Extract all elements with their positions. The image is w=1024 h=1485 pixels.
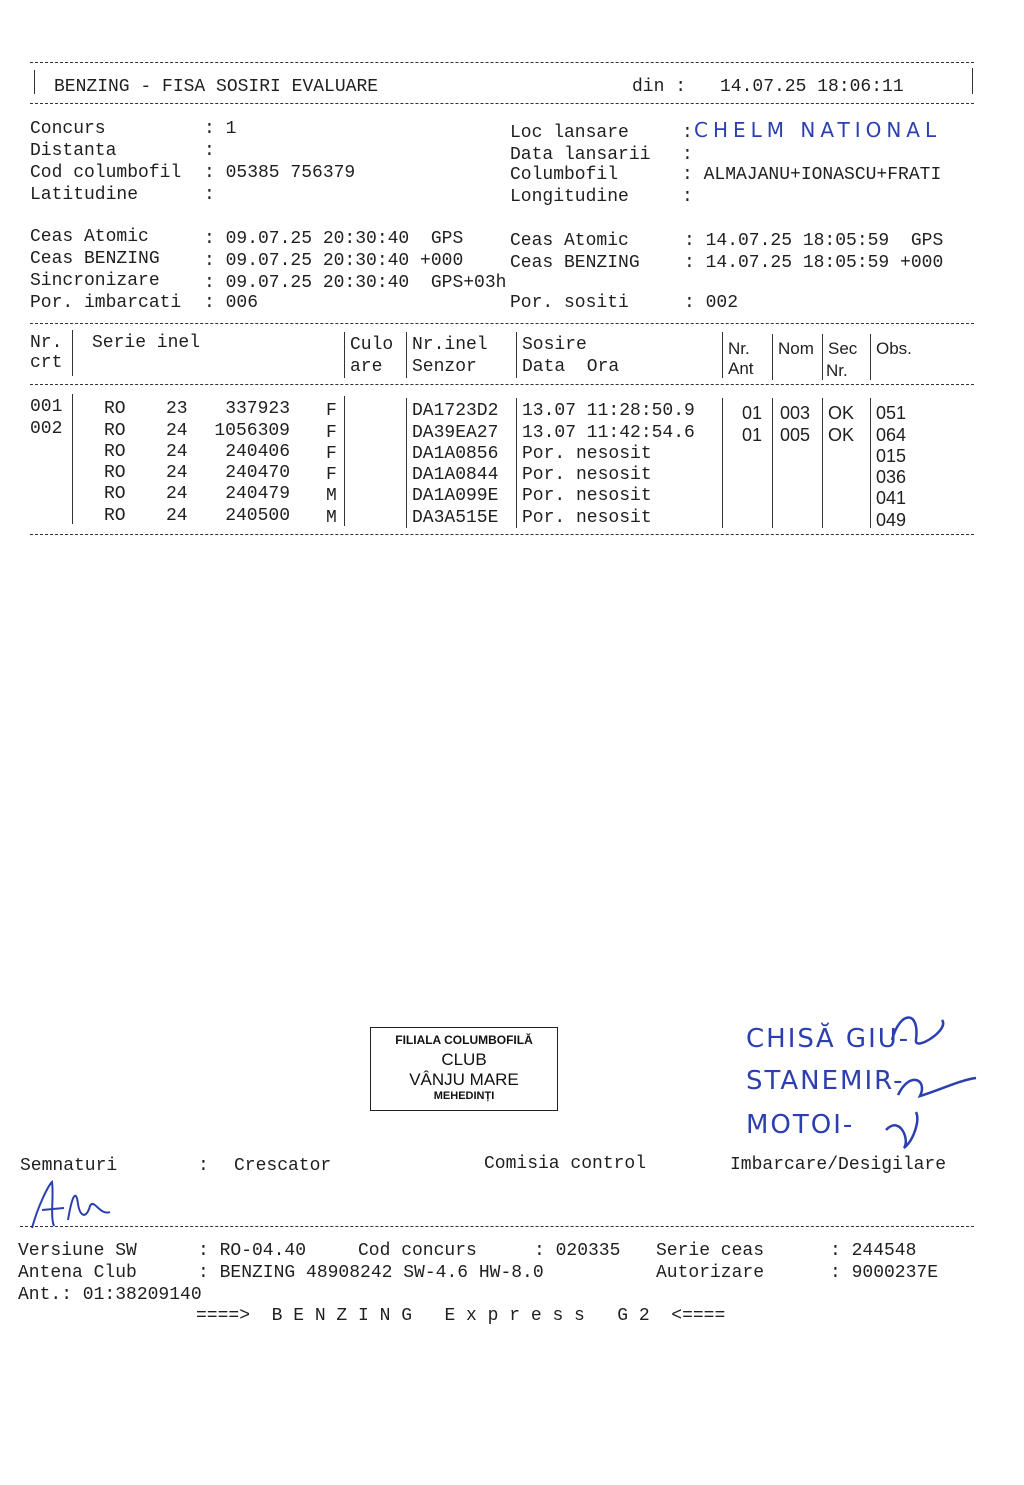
- cell-nom: 005: [780, 425, 811, 445]
- cell-an: 24: [166, 506, 188, 526]
- table-bottom-rule: [30, 534, 974, 535]
- cell-tara: RO: [104, 463, 126, 483]
- col-nr-ant-2: Ant: [728, 359, 754, 378]
- col-culoare-2: are: [350, 357, 383, 377]
- body-sep: [344, 396, 345, 526]
- cell-obs: 015: [876, 446, 907, 466]
- signatures-label: Semnaturi: [20, 1156, 118, 1176]
- cell-sex: M: [326, 486, 337, 506]
- clock-value: : 14.07.25 18:05:59 +000: [684, 253, 944, 273]
- col-nr-ant-1: Nr.: [728, 339, 750, 358]
- handwritten-name: CHISĂ GIU-: [746, 1024, 911, 1054]
- col-nr-inel-2: Senzor: [412, 357, 477, 377]
- initials-scribbles: [880, 1000, 1000, 1160]
- clock-value: : 006: [204, 293, 259, 313]
- cell-obs: 036: [876, 467, 907, 487]
- serie-ceas-label: Serie ceas: [656, 1241, 765, 1261]
- cell-sex: F: [326, 444, 337, 464]
- col-nr-crt-1: Nr.: [30, 333, 63, 353]
- cod-concurs-value: : 020335: [534, 1241, 621, 1261]
- col-sec-2: Nr.: [826, 361, 848, 380]
- ant-line: Ant.: 01:38209140: [18, 1285, 202, 1305]
- cell-tara: RO: [104, 421, 126, 441]
- cell-sec: OK: [828, 403, 855, 423]
- table-header-rule: [30, 384, 974, 385]
- col-obs: Obs.: [876, 339, 912, 358]
- body-sep: [406, 398, 407, 528]
- info-label: Longitudine: [510, 187, 673, 207]
- cell-sex: F: [326, 401, 337, 421]
- clock-value: : 09.07.25 20:30:40 GPS: [204, 229, 464, 249]
- cell-inel: 337923: [225, 399, 290, 419]
- clock-label: Por. imbarcati: [30, 293, 182, 313]
- info-value: : 05385 756379: [204, 163, 356, 183]
- info-label: Loc lansare: [510, 123, 673, 143]
- info-label: Latitudine: [30, 185, 193, 205]
- cell-inel: 240500: [225, 506, 290, 526]
- stamp-line1: FILIALA COLUMBOFILĂ: [395, 1033, 533, 1047]
- cell-ant: 01: [742, 425, 763, 445]
- owner-signature: [20, 1176, 140, 1246]
- cell-sosire: Por. nesosit: [522, 508, 652, 528]
- cell-ant: 01: [742, 403, 763, 423]
- col-sosire-2: Data Ora: [522, 357, 620, 377]
- body-sep: [722, 398, 723, 528]
- cell-obs: 041: [876, 488, 907, 508]
- cell-senzor: DA1A099E: [412, 486, 499, 506]
- cell-an: 24: [166, 442, 188, 462]
- handwritten-name: STANEMIR-: [746, 1066, 905, 1096]
- hdr-sep: [516, 332, 517, 378]
- cell-obs: 051: [876, 403, 907, 423]
- body-sep: [772, 398, 773, 528]
- cell-obs: 049: [876, 510, 907, 530]
- info-value: : ALMAJANU+IONASCU+FRATI: [682, 165, 942, 185]
- col-culoare-1: Culo: [350, 335, 394, 355]
- clock-value: : 002: [684, 293, 739, 313]
- cell-senzor: DA39EA27: [412, 423, 499, 443]
- cell-nom: 003: [780, 403, 811, 423]
- cell-sosire: Por. nesosit: [522, 444, 652, 464]
- cell-tara: RO: [104, 484, 126, 504]
- info-label: Cod columbofil: [30, 163, 182, 183]
- clock-label: Ceas Atomic: [510, 231, 673, 251]
- autorizare-label: Autorizare: [656, 1263, 765, 1283]
- col-nr-inel-1: Nr.inel: [412, 335, 488, 355]
- handwritten-name: MOTOI-: [746, 1110, 855, 1140]
- stamp-line4: MEHEDINȚI: [433, 1090, 495, 1102]
- hdr-sep: [344, 332, 345, 378]
- cod-concurs-label: Cod concurs: [358, 1241, 477, 1261]
- cell-tara: RO: [104, 442, 126, 462]
- hdr-sep: [406, 332, 407, 378]
- cell-sex: M: [326, 508, 337, 528]
- info-label: Data lansarii: [510, 145, 673, 165]
- signature-comisia: Comisia control: [484, 1154, 647, 1174]
- cell-an: 24: [166, 421, 188, 441]
- cell-obs: 064: [876, 425, 907, 445]
- info-value: :: [204, 141, 215, 161]
- table-top-rule: [30, 323, 974, 324]
- cell-inel: 1056309: [214, 421, 290, 441]
- hdr-sep: [772, 334, 773, 380]
- info-label: Columbofil: [510, 165, 673, 185]
- hdr-sep: [870, 334, 871, 380]
- loc-lansare-handwritten: CHELM NATIONAL: [694, 118, 942, 142]
- cell-sosire: 13.07 11:28:50.9: [522, 401, 695, 421]
- footer-top-rule: [20, 1226, 974, 1227]
- col-sec-1: Sec: [828, 339, 858, 358]
- info-value: :: [682, 187, 693, 207]
- header-top-rule: [30, 62, 974, 63]
- cell-inel: 240406: [225, 442, 290, 462]
- cell-senzor: DA3A515E: [412, 508, 499, 528]
- cell-an: 24: [166, 484, 188, 504]
- col-nom: Nom: [778, 339, 814, 358]
- col-sosire-1: Sosire: [522, 335, 587, 355]
- versiune-label: Versiune SW: [18, 1241, 137, 1261]
- cell-sec: OK: [828, 425, 855, 445]
- cell-an: 23: [166, 399, 188, 419]
- cell-senzor: DA1723D2: [412, 401, 499, 421]
- cell-sosire: Por. nesosit: [522, 465, 652, 485]
- hdr-sep: [72, 330, 73, 376]
- clock-label: Ceas BENZING: [510, 253, 673, 273]
- cell-senzor: DA1A0844: [412, 465, 499, 485]
- body-sep: [822, 398, 823, 528]
- header-left-bar: [34, 70, 35, 94]
- clock-label: Ceas Atomic: [30, 227, 193, 247]
- cell-senzor: DA1A0856: [412, 444, 499, 464]
- cell-sex: F: [326, 423, 337, 443]
- report-date: 14.07.25 18:06:11: [720, 77, 904, 97]
- header-bottom-rule: [30, 103, 974, 104]
- autorizare-value: : 9000237E: [830, 1263, 939, 1283]
- clock-value: : 14.07.25 18:05:59 GPS: [684, 231, 944, 251]
- cell-crt: 001: [30, 397, 63, 417]
- clock-value: : 09.07.25 20:30:40 +000: [204, 251, 464, 271]
- clock-label: Ceas BENZING: [30, 249, 193, 269]
- serie-ceas-value: : 244548: [830, 1241, 917, 1261]
- info-value: :: [682, 123, 693, 143]
- antena-value: : BENZING 48908242 SW-4.6 HW-8.0: [198, 1263, 544, 1283]
- signature-imbarcare: Imbarcare/Desigilare: [730, 1155, 947, 1175]
- stamp-line3: VÂNJU MARE: [409, 1070, 519, 1089]
- clock-label: Sincronizare: [30, 271, 193, 291]
- cell-sosire: 13.07 11:42:54.6: [522, 423, 695, 443]
- info-value: : 1: [204, 119, 237, 139]
- report-title: BENZING - FISA SOSIRI EVALUARE: [54, 77, 379, 97]
- club-stamp: [370, 1027, 558, 1111]
- signature-crescator: Crescator: [234, 1156, 332, 1176]
- cell-inel: 240479: [225, 484, 290, 504]
- body-sep: [72, 394, 73, 524]
- cell-crt: 002: [30, 419, 63, 439]
- info-label: Concurs: [30, 119, 193, 139]
- cell-sosire: Por. nesosit: [522, 486, 652, 506]
- hdr-sep: [822, 334, 823, 380]
- cell-inel: 240470: [225, 463, 290, 483]
- cell-an: 24: [166, 463, 188, 483]
- body-sep: [870, 398, 871, 528]
- col-nr-crt-2: crt: [30, 353, 63, 373]
- antena-label: Antena Club: [18, 1263, 137, 1283]
- header-right-bar: [972, 68, 973, 94]
- col-serie-inel: Serie inel: [92, 333, 201, 353]
- date-label: din :: [632, 77, 687, 97]
- body-sep: [516, 398, 517, 528]
- hdr-sep: [722, 332, 723, 378]
- info-label: Distanta: [30, 141, 193, 161]
- benzing-banner: ====> B E N Z I N G E x p r e s s G 2 <====: [196, 1306, 726, 1326]
- clock-label: Por. sositi: [510, 293, 673, 313]
- cell-tara: RO: [104, 399, 126, 419]
- info-value: :: [682, 145, 693, 165]
- stamp-line2: CLUB: [441, 1050, 487, 1069]
- clock-value: : 09.07.25 20:30:40 GPS+03h: [204, 273, 507, 293]
- info-value: :: [204, 185, 215, 205]
- cell-sex: F: [326, 465, 337, 485]
- versiune-value: : RO-04.40: [198, 1241, 307, 1261]
- signatures-sep: :: [198, 1156, 209, 1176]
- cell-tara: RO: [104, 506, 126, 526]
